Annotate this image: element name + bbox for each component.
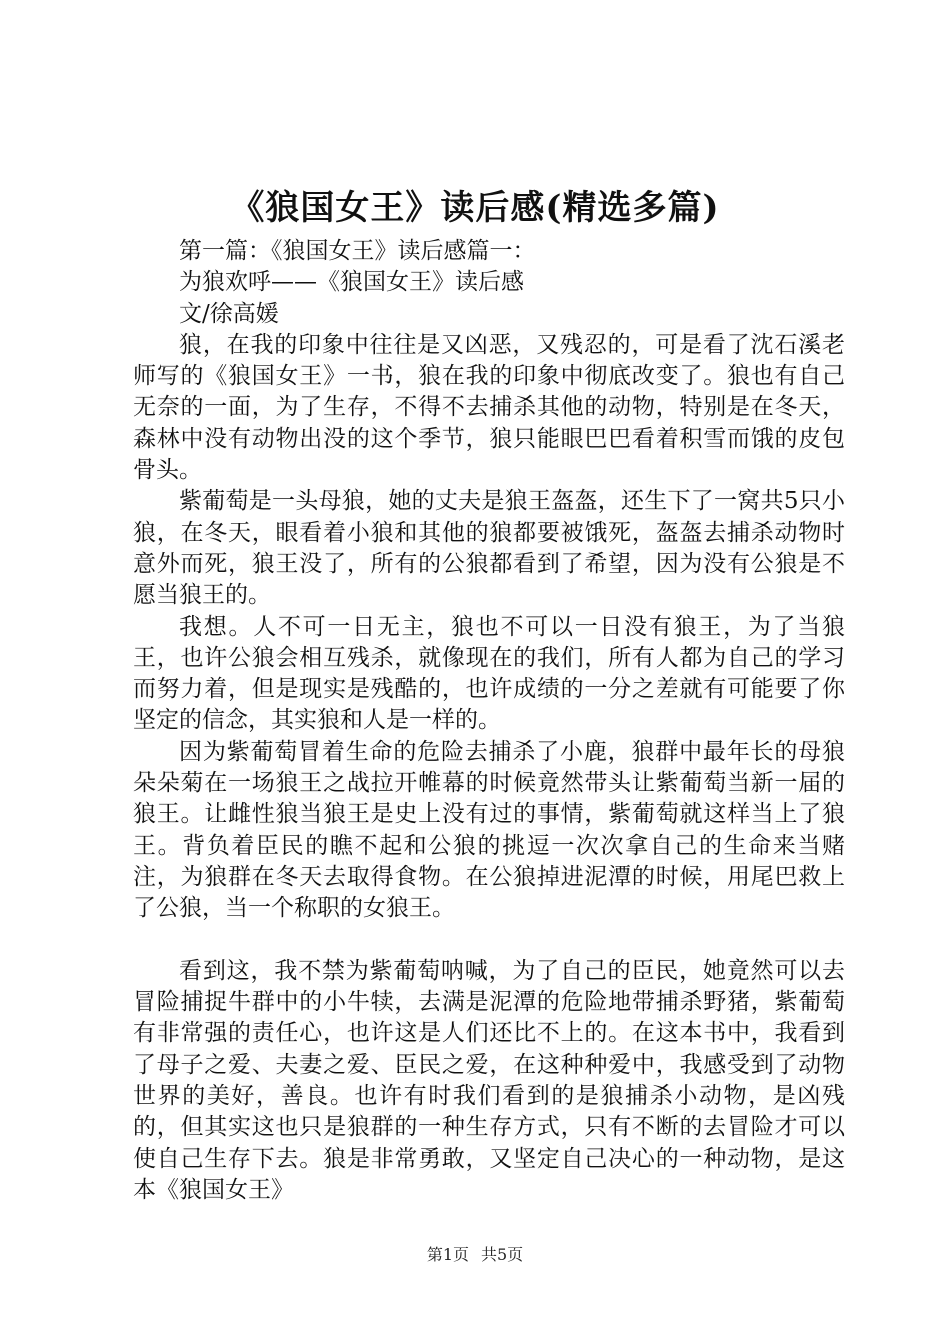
heading-line: 文/徐高媛 (179, 300, 279, 327)
paragraph: 狼，在我的印象中往往是又凶恶，又残忍的，可是看了沈石溪老师写的《狼国女王》一书，狼在我的印象中彻底改变了。狼也有自己无奈的一面，为了生存，不得不去捕杀其他的动物，特别是在冬天，森林中没有动物出没的这个季节，狼只能眼巴巴看着积雪而饿的皮包骨头。 (133, 331, 845, 484)
document-title: 《狼国女王》读后感(精选多篇) (230, 188, 720, 228)
paragraph: 我想。人不可一日无主，狼也不可以一日没有狼王，为了当狼王，也许公狼会相互残杀，就像现在的我们，所有人都为自己的学习而努力着，但是现实是残酷的，也许成绩的一分之差就有可能要了你坚定的信念，其实狼和人是一样的。 (133, 613, 845, 734)
page-number: 第1页 (426, 1245, 469, 1264)
paragraph-spacer (133, 925, 845, 956)
paragraph: 因为紫葡萄冒着生命的危险去捕杀了小鹿，狼群中最年长的母狼朵朵菊在一场狼王之战拉开帷幕的时候竟然带头让紫葡萄当新一届的狼王。让雌性狼当狼王是史上没有过的事情，紫葡萄就这样当上了狼王。背负着臣民的瞧不起和公狼的挑逗一次次拿自己的生命来当赌注，为狼群在冬天去取得食物。在公狼掉进泥潭的时候，用尾巴救上了公狼，当一个称职的女狼王。 (133, 738, 845, 922)
heading-line: 为狼欢呼——《狼国女王》读后感 (179, 269, 524, 296)
paragraph: 看到这，我不禁为紫葡萄呐喊，为了自己的臣民，她竟然可以去冒险捕捉牛群中的小牛犊，去满是泥潭的危险地带捕杀野猪，紫葡萄有非常强的责任心，也许这是人们还比不上的。在这本书中，我看到了母子之爱、夫妻之爱、臣民之爱，在这种种爱中，我感受到了动物世界的美好，善良。也许有时我们看到的是狼捕杀小动物，是凶残的，但其实这也只是狼群的一种生存方式，只有不断的去冒险才可以使自己生存下去。狼是非常勇敢，又坚定自己决心的一种动物，是这本《狼国女王》 (133, 957, 845, 1203)
page-footer (0, 1244, 950, 1266)
page-total: 共5页 (481, 1245, 524, 1264)
paragraph: 紫葡萄是一头母狼，她的丈夫是狼王盔盔，还生下了一窝共5只小狼，在冬天，眼看着小狼和其他的狼都要被饿死，盔盔去捕杀动物时意外而死，狼王没了，所有的公狼都看到了希望，因为没有公狼是不愿当狼王的。 (133, 488, 845, 609)
document-body (133, 236, 845, 1206)
heading-line: 第一篇：《狼国女王》读后感篇一： (179, 238, 536, 264)
